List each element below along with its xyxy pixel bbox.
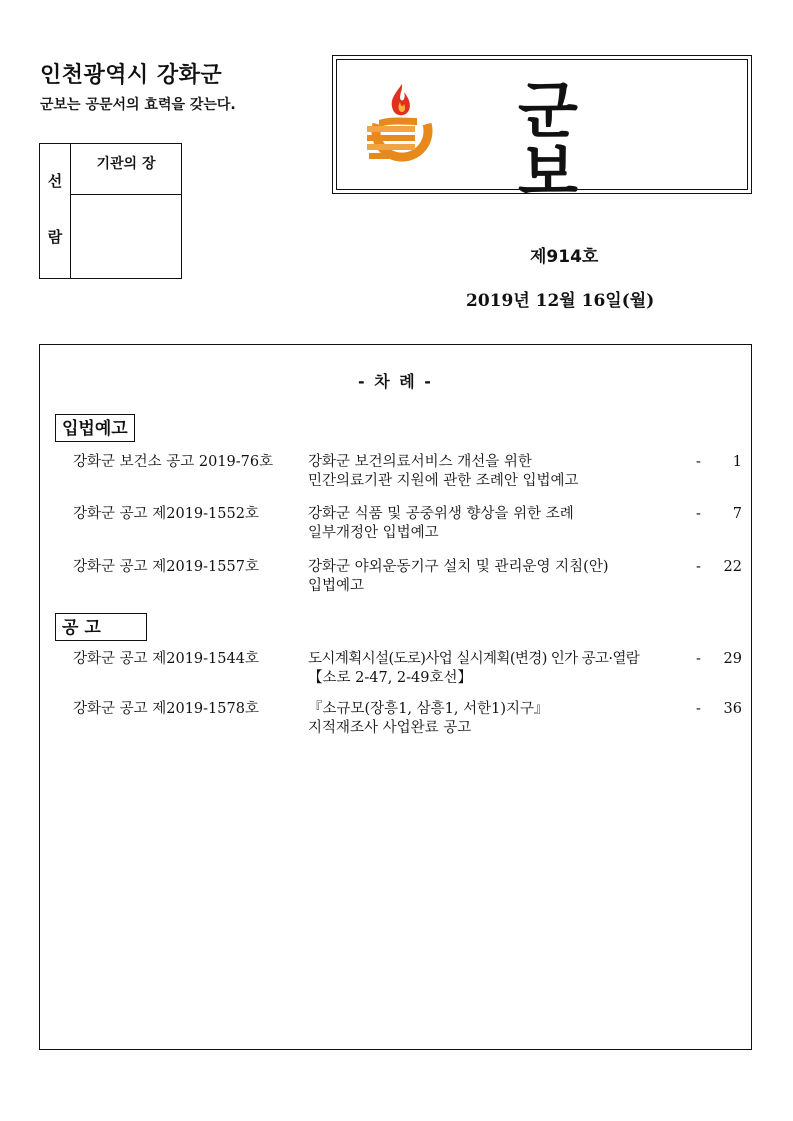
routing-label-column [40, 144, 71, 278]
entry-title: 강화군 보건의료서비스 개선을 위한 민간의료기관 지원에 관한 조례안 입법예고 [308, 454, 579, 489]
entry-dash: - [696, 701, 701, 717]
routing-header-agency-head: 기관의 장 [71, 144, 181, 195]
section-label-legislative-notice: 입법예고 [55, 414, 135, 442]
effect-note: 군보는 공문서의 효력을 갖는다. [40, 97, 236, 113]
entry-title: 강화군 야외운동기구 설치 및 관리운영 지침(안) 입법예고 [308, 559, 609, 594]
masthead-box [332, 55, 752, 209]
section-label-public-notice: 공 고 [55, 613, 147, 641]
gangwha-county-emblem-icon [359, 80, 443, 172]
issue-number: 제914호 [530, 247, 599, 267]
notice-number: 강화군 공고 제2019-1552호 [73, 506, 259, 522]
page-number: 22 [723, 559, 742, 575]
page-number: 7 [732, 506, 742, 522]
page-number: 1 [732, 454, 742, 470]
entry-title: 강화군 식품 및 공중위생 향상을 위한 조례 일부개정안 입법예고 [308, 506, 574, 541]
masthead-title: 군 보 [518, 74, 658, 209]
table-of-contents [39, 344, 752, 1050]
routing-stamp-box [39, 143, 182, 279]
notice-number: 강화군 보건소 공고 2019-76호 [73, 454, 274, 470]
region-name: 인천광역시 강화군 [40, 63, 223, 88]
entry-dash: - [696, 454, 701, 470]
entry-dash: - [696, 651, 701, 667]
issue-date: 2019년 12월 16일(월) [466, 291, 655, 311]
entry-title: 『소규모(장흥1, 삼흥1, 서한1)지구』 지적재조사 사업완료 공고 [308, 701, 549, 736]
page-number: 29 [723, 651, 742, 667]
notice-number: 강화군 공고 제2019-1557호 [73, 559, 259, 575]
notice-number: 강화군 공고 제2019-1544호 [73, 651, 259, 667]
page-number: 36 [723, 701, 742, 717]
toc-title: - 차 례 - [358, 372, 433, 391]
notice-number: 강화군 공고 제2019-1578호 [73, 701, 259, 717]
routing-label-bottom: 람 [47, 228, 63, 246]
routing-label-top: 선 [47, 172, 63, 190]
entry-dash: - [696, 559, 701, 575]
entry-title: 도시계획시설(도로)사업 실시계획(변경) 인가 공고·열람 【소로 2-47, 2-49호선】 [308, 651, 640, 686]
entry-dash: - [696, 506, 701, 522]
